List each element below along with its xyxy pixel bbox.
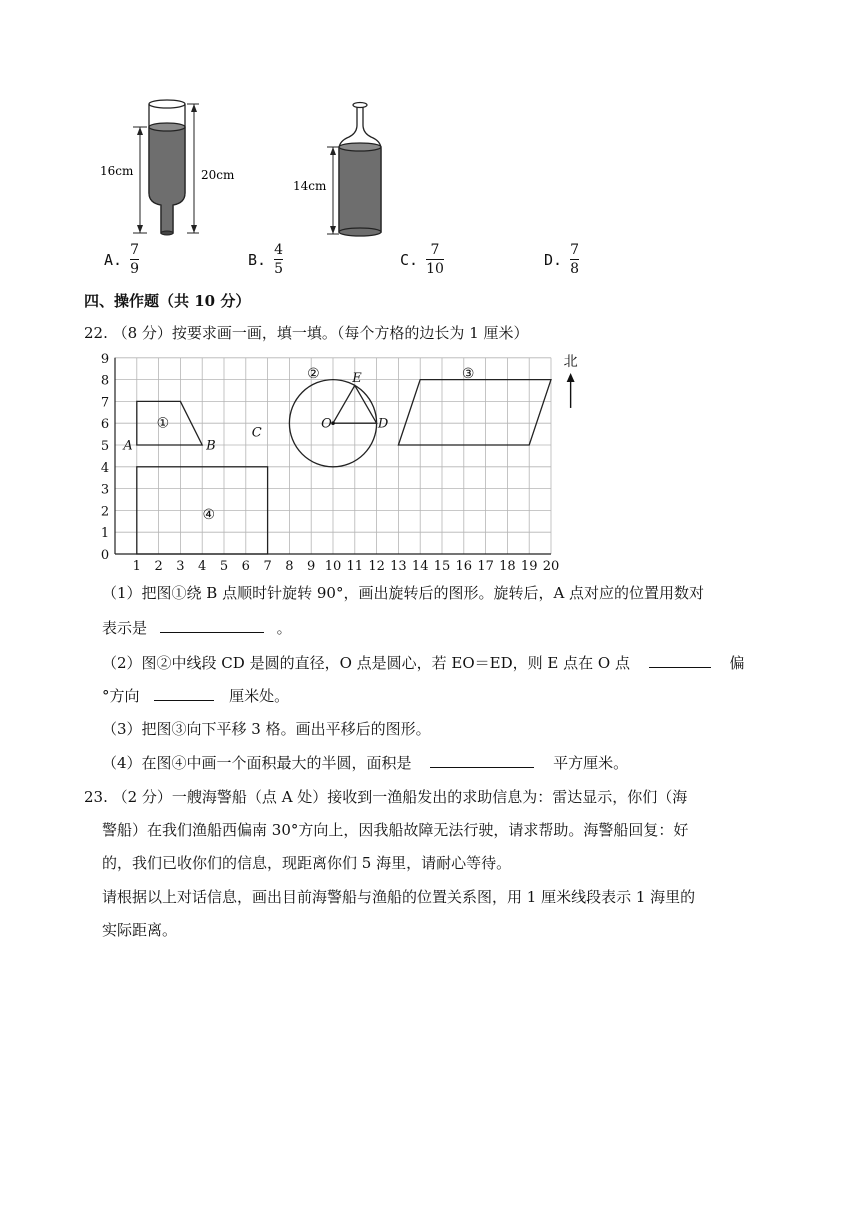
x-tick-label: 14 — [411, 559, 429, 574]
x-tick-label: 13 — [390, 559, 407, 574]
x-tick-label: 10 — [324, 559, 342, 574]
option-a-letter: A. — [104, 250, 123, 269]
q22-stem: 22. （8 分）按要求画一画，填一填。（每个方格的边长为 1 厘米） — [84, 324, 529, 342]
option-b-fraction — [274, 242, 283, 277]
q22-part1-prefix: 表示是 — [102, 619, 148, 637]
option-d-num: 7 — [570, 242, 579, 258]
q22-part2-degree: °方向 — [102, 687, 140, 705]
answer-blank-3[interactable] — [154, 684, 214, 701]
y-tick-label: 8 — [100, 373, 110, 389]
figure-3-parallelogram — [398, 380, 551, 445]
grid-svg — [96, 352, 588, 574]
option-a-den: 9 — [130, 261, 139, 277]
label-20cm: 20cm — [201, 168, 235, 182]
north-arrow-icon — [567, 373, 575, 382]
answer-blank-4[interactable] — [430, 751, 534, 768]
x-tick-label: 20 — [542, 559, 560, 574]
x-tick-label: 16 — [455, 559, 473, 574]
point-d-label: D — [377, 416, 389, 432]
label-16cm: 16cm — [100, 164, 134, 178]
q23-line4: 请根据以上对话信息，画出目前海警船与渔船的位置关系图，用 1 厘米线段表示 1 海里的 — [102, 888, 696, 906]
figure-1-label: ① — [156, 415, 170, 432]
coordinate-grid-figure — [96, 352, 588, 574]
q22-part1-line1: （1）把图①绕 B 点顺时针旋转 90°，画出旋转后的图形。旋转后，A 点对应的位置用数对 — [102, 584, 705, 602]
x-tick-label: 2 — [154, 559, 163, 574]
x-tick-label: 17 — [477, 559, 494, 574]
option-c-letter: C. — [400, 250, 419, 269]
section-title: 四、操作题（共 10 分） — [84, 292, 251, 310]
right-bottle — [327, 103, 381, 237]
y-tick-label: 0 — [100, 548, 110, 563]
x-tick-label: 6 — [241, 559, 250, 574]
option-b-num: 4 — [274, 242, 283, 258]
answer-blank-2[interactable] — [649, 651, 711, 668]
option-d-fraction — [570, 242, 579, 277]
q22-part1-line2 — [102, 616, 292, 639]
q22-part3: （3）把图③向下平移 3 格。画出平移后的图形。 — [102, 720, 431, 738]
x-tick-label: 12 — [368, 559, 385, 574]
y-tick-label: 4 — [100, 460, 110, 476]
x-tick-label: 7 — [263, 559, 272, 574]
q22-part4 — [102, 751, 628, 774]
y-tick-label: 5 — [100, 439, 110, 454]
option-c-fraction — [426, 242, 444, 277]
option-a-num: 7 — [130, 242, 139, 258]
q22-part2-line1 — [102, 651, 745, 674]
option-c-den: 10 — [426, 261, 444, 277]
x-tick-label: 1 — [132, 559, 141, 574]
x-tick-label: 4 — [198, 559, 207, 574]
q22-part4-unit: 平方厘米。 — [553, 754, 629, 772]
x-tick-label: 9 — [307, 559, 316, 574]
point-c-label: C — [251, 425, 262, 441]
y-tick-label: 9 — [100, 352, 110, 367]
option-b — [248, 242, 283, 277]
x-tick-label: 3 — [176, 559, 185, 574]
option-c-num: 7 — [430, 242, 440, 258]
x-tick-label: 5 — [219, 559, 229, 574]
option-a-fraction — [130, 242, 139, 277]
q23-line1: 23. （2 分）一艘海警船（点 A 处）接收到一渔船发出的求助信息为：雷达显示，你们（海 — [84, 788, 688, 806]
x-tick-label: 18 — [499, 559, 516, 574]
x-tick-label: 15 — [433, 559, 451, 574]
y-tick-label: 1 — [100, 526, 110, 542]
left-bottle — [133, 100, 199, 235]
point-a-label: A — [123, 438, 133, 454]
label-14cm: 14cm — [293, 179, 327, 193]
y-tick-label: 6 — [100, 417, 110, 433]
bottles-svg — [95, 95, 415, 240]
option-c — [400, 242, 444, 277]
point-b-label: B — [206, 438, 216, 454]
option-b-den: 5 — [274, 261, 283, 277]
option-d-den: 8 — [570, 261, 579, 277]
answer-blank-1[interactable] — [160, 616, 264, 633]
option-a — [104, 242, 139, 277]
figure-2-label: ② — [307, 366, 320, 383]
point-e-label: E — [352, 370, 362, 386]
bottles-figure — [95, 95, 415, 240]
y-tick-label: 2 — [100, 504, 110, 520]
q22-part2-unit: 厘米处。 — [229, 687, 290, 705]
q22-part2-line2 — [102, 684, 289, 707]
figure-4-label: ④ — [202, 506, 216, 523]
q22-part2-direction: 偏 — [729, 654, 745, 672]
option-b-letter: B. — [248, 250, 267, 269]
y-tick-label: 3 — [100, 482, 110, 498]
figure-3-label: ③ — [461, 366, 475, 383]
point-o-label: O — [321, 416, 332, 432]
y-tick-label: 7 — [100, 395, 110, 411]
north-label: 北 — [563, 354, 578, 371]
q22-part1-suffix: 。 — [276, 619, 292, 637]
x-tick-label: 19 — [520, 559, 538, 574]
q23-line2: 警船）在我们渔船西偏南 30°方向上，因我船故障无法行驶，请求帮助。海警船回复：好 — [102, 821, 689, 839]
q23-line5: 实际距离。 — [102, 921, 178, 939]
q23-line3: 的，我们已收你们的信息，现距离你们 5 海里，请耐心等待。 — [102, 854, 512, 872]
q22-part4-text: （4）在图④中画一个面积最大的半圆，面积是 — [102, 754, 412, 772]
option-d — [544, 242, 579, 277]
option-d-letter: D. — [544, 250, 563, 269]
x-tick-label: 8 — [285, 559, 294, 574]
q22-part2-text: （2）图②中线段 CD 是圆的直径，O 点是圆心，若 EO＝ED，则 E 点在 O 点 — [102, 654, 630, 672]
x-tick-label: 11 — [346, 559, 364, 574]
